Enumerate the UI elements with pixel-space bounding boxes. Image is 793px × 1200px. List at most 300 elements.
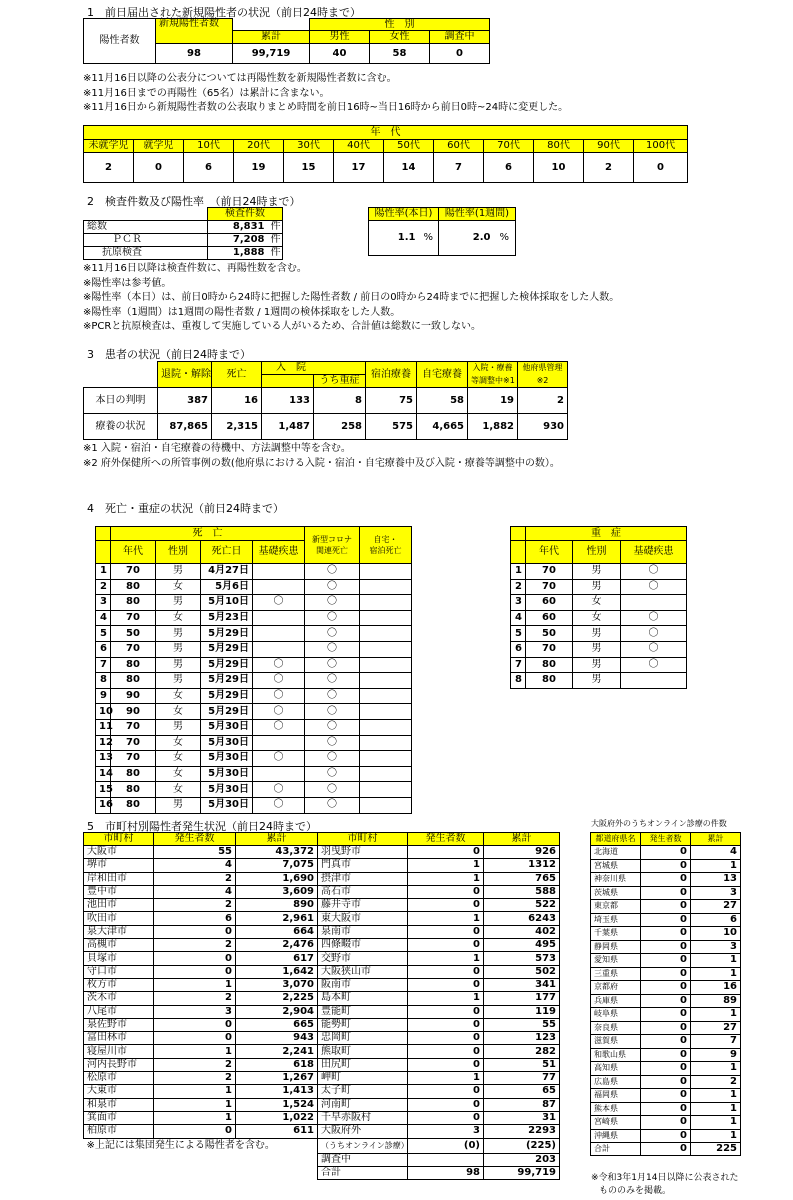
pref-cum: 4	[691, 846, 741, 860]
death-date: 5月30日	[201, 797, 253, 813]
city-new: 0	[408, 925, 484, 938]
row-number: 10	[96, 704, 111, 720]
death-sex: 男	[156, 673, 201, 689]
city-cum: 177	[484, 992, 560, 1005]
severe-table	[510, 526, 687, 689]
death-age: 70	[111, 641, 156, 657]
death-date: 4月27日	[201, 564, 253, 580]
row-number: 13	[96, 751, 111, 767]
city-cum: 3,609	[236, 885, 318, 898]
new-header: 発生者数	[408, 833, 484, 846]
city-new: 0	[154, 1018, 236, 1031]
city-name: 熊取町	[318, 1045, 408, 1058]
table-row	[591, 1048, 741, 1062]
city-cum: 119	[484, 1005, 560, 1018]
note-line: ※11月16日以降は検査件数に、再陽性数を含む。	[83, 263, 307, 274]
death-home	[360, 564, 412, 580]
death-age: 90	[111, 704, 156, 720]
section1-title: 1 前日届出された新規陽性者の状況（前日24時まで）	[87, 6, 361, 19]
death-date: 5月10日	[201, 595, 253, 611]
death-home	[360, 719, 412, 735]
city-cum: 618	[236, 1058, 318, 1071]
table-row	[96, 719, 412, 735]
city-new: 2	[154, 899, 236, 912]
table-row	[591, 954, 741, 968]
pref-cum: 1	[691, 1102, 741, 1116]
row-number: 4	[511, 610, 526, 626]
home-header: 自宅療養	[417, 362, 468, 388]
city-new: 0	[154, 965, 236, 978]
city-cum: 31	[484, 1111, 560, 1124]
city-cum: 502	[484, 965, 560, 978]
table-row	[591, 981, 741, 995]
pref-name: 滋賀県	[591, 1035, 641, 1049]
pref-new: 0	[641, 1048, 691, 1062]
pref-cum: 7	[691, 1035, 741, 1049]
death-age: 70	[111, 735, 156, 751]
pref-name: 高知県	[591, 1062, 641, 1076]
table-row	[96, 595, 412, 611]
city-new: 1	[154, 1111, 236, 1124]
city-cum: 2,904	[236, 1005, 318, 1018]
city-name: 守口市	[84, 965, 154, 978]
pref-cum: 1	[691, 1116, 741, 1130]
age-value: 0	[634, 153, 688, 183]
city-cum: 55	[484, 1018, 560, 1031]
city-name: 富田林市	[84, 1032, 154, 1045]
city-cum: 2,476	[236, 939, 318, 952]
row-number: 9	[96, 688, 111, 704]
section4-title: 4 死亡・重症の状況（前日24時まで）	[87, 502, 284, 515]
hotel-header: 宿泊療養	[366, 362, 417, 388]
pref-cum: 89	[691, 994, 741, 1008]
test-total-label: 総数	[84, 221, 208, 234]
death-covid-related: 〇	[305, 735, 360, 751]
city-new: 0	[408, 1111, 484, 1124]
city-new: 4	[154, 859, 236, 872]
age-label: 30代	[284, 140, 334, 153]
city-name: 河内長野市	[84, 1058, 154, 1071]
table-row	[96, 673, 412, 689]
note-line: ※令和3年1月14日以降に公表された	[591, 1173, 739, 1183]
death-age: 50	[111, 626, 156, 642]
severe-title: 重 症	[526, 527, 687, 541]
death-age: 80	[111, 782, 156, 798]
city-cum: 2293	[484, 1125, 560, 1138]
total-value: 2,315	[212, 414, 262, 440]
death-underlying: 〇	[253, 751, 305, 767]
death-covid-related: 〇	[305, 564, 360, 580]
city-name: 堺市	[84, 859, 154, 872]
death-sex: 男	[156, 797, 201, 813]
death-sex: 女	[156, 704, 201, 720]
table-row	[84, 1005, 560, 1018]
severe-age: 70	[526, 564, 573, 580]
table-row	[511, 579, 687, 595]
table-row	[84, 912, 560, 925]
note-line: ※11月16日から新規陽性者数の公表取りまとめ時間を前日16時~当日16時から前日0時~24時に変更した。	[83, 102, 569, 114]
test-antigen-label: 抗原検査	[84, 247, 208, 260]
table-row	[591, 1075, 741, 1089]
row-number: 7	[511, 657, 526, 673]
death-sex: 女	[156, 782, 201, 798]
death-covid-related: 〇	[305, 579, 360, 595]
pref-new: 0	[641, 886, 691, 900]
death-date: 5月30日	[201, 719, 253, 735]
city-cum: 522	[484, 899, 560, 912]
city-new: 1	[408, 992, 484, 1005]
death-sex: 男	[156, 657, 201, 673]
age-label: 100代	[634, 140, 688, 153]
city-name: 和泉市	[84, 1098, 154, 1111]
city-new: 2	[154, 1058, 236, 1071]
death-date: 5月29日	[201, 688, 253, 704]
death-underlying	[253, 641, 305, 657]
section3-notes	[83, 442, 560, 471]
pref-name: 宮城県	[591, 859, 641, 873]
total-value: 930	[518, 414, 568, 440]
male-value: 40	[310, 44, 370, 64]
table-row	[84, 925, 560, 938]
city-cum: 1,022	[236, 1111, 318, 1124]
pref-table-title: 大阪府外のうちオンライン診療の件数	[591, 819, 727, 828]
home-death-header	[360, 527, 412, 564]
death-age: 90	[111, 688, 156, 704]
severe-sex: 男	[573, 673, 621, 689]
today-label: 本日の判明	[84, 388, 158, 414]
pref-new: 0	[641, 859, 691, 873]
city-cum: 1,267	[236, 1072, 318, 1085]
table-row	[84, 859, 560, 872]
today-value: 75	[366, 388, 417, 414]
death-sex: 男	[156, 595, 201, 611]
table-row	[84, 978, 560, 991]
death-age: 80	[111, 595, 156, 611]
today-value: 58	[417, 388, 468, 414]
severe-age: 80	[526, 673, 573, 689]
pref-new: 0	[641, 1102, 691, 1116]
death-underlying: 〇	[253, 782, 305, 798]
severe-age: 70	[526, 641, 573, 657]
city-new: 0	[154, 1032, 236, 1045]
today-value: 2	[518, 388, 568, 414]
city-new: 0	[408, 1032, 484, 1045]
pref-new: 0	[641, 846, 691, 860]
today-value: 8	[314, 388, 366, 414]
death-covid-related: 〇	[305, 595, 360, 611]
table-row	[511, 626, 687, 642]
note-line: ※11月16日までの再陽性（65名）は累計に含まない。	[83, 87, 330, 99]
pref-sum-new: 0	[641, 1143, 691, 1156]
city-name: 岬町	[318, 1072, 408, 1085]
row-number: 7	[96, 657, 111, 673]
severe-header: うち重症	[314, 375, 366, 388]
city-cum: 65	[484, 1085, 560, 1098]
table-row	[84, 992, 560, 1005]
online-cum: (225)	[484, 1138, 560, 1153]
city-cum: 926	[484, 846, 560, 859]
city-name: 四條畷市	[318, 939, 408, 952]
death-covid-related: 〇	[305, 673, 360, 689]
test-count-table	[83, 207, 283, 260]
city-cum: 402	[484, 925, 560, 938]
severe-age: 70	[526, 579, 573, 595]
table-row	[96, 751, 412, 767]
city-name: 阪南市	[318, 978, 408, 991]
death-home	[360, 704, 412, 720]
age-label: 60代	[434, 140, 484, 153]
pref-cum: 3	[691, 886, 741, 900]
row-number: 5	[96, 626, 111, 642]
city-cum: 43,372	[236, 846, 318, 859]
test-pcr-value: 7,208	[208, 234, 268, 247]
city-cum: 1,642	[236, 965, 318, 978]
pref-new: 0	[641, 1062, 691, 1076]
covid-related-header	[305, 527, 360, 564]
total-value: 1,487	[262, 414, 314, 440]
city-cum: 588	[484, 885, 560, 898]
row-number: 12	[96, 735, 111, 751]
city-name: 島本町	[318, 992, 408, 1005]
death-home	[360, 688, 412, 704]
pref-name: 京都府	[591, 981, 641, 995]
age-value: 0	[134, 153, 184, 183]
death-covid-related: 〇	[305, 641, 360, 657]
table-row	[511, 673, 687, 689]
pref-sum-cum: 225	[691, 1143, 741, 1156]
unit: 件	[268, 221, 283, 234]
city-new: 0	[408, 885, 484, 898]
city-name: 大阪狭山市	[318, 965, 408, 978]
survey-cum: 203	[484, 1153, 560, 1166]
note-line: ※11月16日以降の公表分については再陽性数を新規陽性者数に含む。	[83, 73, 397, 84]
today-value: 16	[212, 388, 262, 414]
city-cum: 6243	[484, 912, 560, 925]
table-row	[96, 579, 412, 595]
city-new: 0	[408, 1085, 484, 1098]
city-name: 大阪市	[84, 846, 154, 859]
table-row	[96, 735, 412, 751]
death-age: 80	[111, 766, 156, 782]
pref-name: 三重県	[591, 967, 641, 981]
unknown-header: 調査中	[430, 31, 490, 44]
city-name: 豊能町	[318, 1005, 408, 1018]
city-new: 1	[408, 859, 484, 872]
severe-sex: 女	[573, 610, 621, 626]
severe-underlying: 〇	[621, 657, 687, 673]
other-pref-header-note: ※2	[518, 375, 568, 388]
city-new: 0	[408, 1058, 484, 1071]
city-name: 田尻町	[318, 1058, 408, 1071]
table-row	[96, 610, 412, 626]
severe-underlying	[621, 673, 687, 689]
city-cum: 7,075	[236, 859, 318, 872]
table-row	[591, 1008, 741, 1022]
death-underlying: 〇	[253, 719, 305, 735]
city-name: 箕面市	[84, 1111, 154, 1124]
death-home	[360, 657, 412, 673]
row-number: 15	[96, 782, 111, 798]
death-sex: 男	[156, 564, 201, 580]
death-underlying: 〇	[253, 673, 305, 689]
city-cum: 1,690	[236, 872, 318, 885]
death-date: 5月29日	[201, 673, 253, 689]
city-cum: 1312	[484, 859, 560, 872]
table-row	[84, 1072, 560, 1085]
table-row	[591, 900, 741, 914]
city-cum: 765	[484, 872, 560, 885]
death-sex: 女	[156, 610, 201, 626]
death-title: 死 亡	[111, 527, 305, 541]
pref-name: 広島県	[591, 1075, 641, 1089]
underlying-header: 基礎疾患	[253, 541, 305, 564]
pref-new: 0	[641, 927, 691, 941]
death-underlying	[253, 564, 305, 580]
city-name: 忠岡町	[318, 1032, 408, 1045]
discharge-header: 退院・解除	[158, 362, 212, 388]
pref-new: 0	[641, 913, 691, 927]
cum-header: 累計	[484, 833, 560, 846]
age-label: 10代	[184, 140, 234, 153]
death-home	[360, 626, 412, 642]
row-number: 6	[96, 641, 111, 657]
city-name: 羽曳野市	[318, 846, 408, 859]
death-underlying: 〇	[253, 595, 305, 611]
table-row	[84, 965, 560, 978]
pref-new: 0	[641, 954, 691, 968]
table-row	[96, 564, 412, 580]
age-value: 6	[184, 153, 234, 183]
age-header: 年代	[111, 541, 156, 564]
section5-title: 5 市町村別陽性者発生状況（前日24時まで）	[87, 820, 317, 833]
severe-underlying: 〇	[621, 626, 687, 642]
death-sex: 女	[156, 579, 201, 595]
age-value: 2	[84, 153, 134, 183]
prefecture-online-table	[590, 832, 741, 1156]
new-positive-header: 新規陽性者数	[156, 19, 233, 44]
pref-cum: 1	[691, 1089, 741, 1103]
table-row	[591, 1116, 741, 1130]
survey-new	[408, 1153, 484, 1166]
table-row	[591, 927, 741, 941]
online-new: (0)	[408, 1138, 484, 1153]
age-value: 19	[234, 153, 284, 183]
city-header: 市町村	[84, 833, 154, 846]
death-age: 80	[111, 673, 156, 689]
pref-name: 北海道	[591, 846, 641, 860]
city-cum: 665	[236, 1018, 318, 1031]
pref-name: 静岡県	[591, 940, 641, 954]
header-text: 関連死亡	[316, 546, 348, 555]
severe-sex: 男	[573, 626, 621, 642]
city-name: 東大阪市	[318, 912, 408, 925]
table-row	[96, 782, 412, 798]
test-total-value: 8,831	[208, 221, 268, 234]
pref-cum: 1	[691, 1129, 741, 1143]
note-line: もののみを掲載。	[599, 1186, 672, 1196]
pref-name: 沖縄県	[591, 1129, 641, 1143]
section3-title: 3 患者の状況（前日24時まで）	[87, 348, 251, 361]
death-covid-related: 〇	[305, 626, 360, 642]
severe-sex-header: 性別	[573, 541, 621, 564]
death-covid-related: 〇	[305, 797, 360, 813]
pref-header: 都道府県名	[591, 833, 641, 846]
death-home	[360, 641, 412, 657]
table-row	[591, 994, 741, 1008]
row-number: 8	[511, 673, 526, 689]
age-label: 90代	[584, 140, 634, 153]
city-new: 1	[154, 1045, 236, 1058]
note-line: ※PCRと抗原検査は、重複して実施している人がいるため、合計値は総数に一致しない。	[83, 321, 481, 333]
pref-cum: 1	[691, 967, 741, 981]
pref-cum: 1	[691, 954, 741, 968]
pref-cum: 16	[691, 981, 741, 995]
severe-age-header: 年代	[526, 541, 573, 564]
row-number: 1	[96, 564, 111, 580]
table-row	[591, 859, 741, 873]
age-title: 年 代	[84, 126, 688, 140]
city-new: 3	[154, 1005, 236, 1018]
city-new: 0	[408, 1018, 484, 1031]
city-name: 松原市	[84, 1072, 154, 1085]
pref-new: 0	[641, 981, 691, 995]
death-underlying	[253, 735, 305, 751]
city-new: 1	[154, 978, 236, 991]
death-underlying: 〇	[253, 657, 305, 673]
death-sex: 女	[156, 766, 201, 782]
pref-cum: 3	[691, 940, 741, 954]
city-cum: 341	[484, 978, 560, 991]
city-cum: 664	[236, 925, 318, 938]
city-cum: 943	[236, 1032, 318, 1045]
section1-notes	[83, 72, 568, 116]
pref-new: 0	[641, 1129, 691, 1143]
city-cum: 51	[484, 1058, 560, 1071]
row-number: 8	[96, 673, 111, 689]
unit: 件	[268, 234, 283, 247]
section2-title: 2 検査件数及び陽性率 （前日24時まで）	[87, 195, 301, 208]
table-row	[84, 899, 560, 912]
table-row	[591, 1089, 741, 1103]
city-new: 2	[154, 1072, 236, 1085]
age-value: 10	[534, 153, 584, 183]
city-cum: 617	[236, 952, 318, 965]
pref-new: 0	[641, 1021, 691, 1035]
city-new: 3	[408, 1125, 484, 1138]
rate-day-value: 1.1	[369, 221, 419, 256]
city-new: 0	[408, 939, 484, 952]
table-row	[591, 1021, 741, 1035]
city-cum: 495	[484, 939, 560, 952]
sum-new: 98	[408, 1166, 484, 1179]
city-cum: 890	[236, 899, 318, 912]
row-number: 2	[96, 579, 111, 595]
pref-new: 0	[641, 1089, 691, 1103]
city-name: 高槻市	[84, 939, 154, 952]
death-home	[360, 673, 412, 689]
pref-name: 岐阜県	[591, 1008, 641, 1022]
city-cum: 2,225	[236, 992, 318, 1005]
death-age: 80	[111, 797, 156, 813]
city-cum: 87	[484, 1098, 560, 1111]
age-label: 50代	[384, 140, 434, 153]
total-value: 4,665	[417, 414, 468, 440]
note-line: ※上記には集団発生による陽性者を含む。	[86, 1139, 275, 1151]
total-label: 療養の状況	[84, 414, 158, 440]
city-name: 泉南市	[318, 925, 408, 938]
severe-sex: 男	[573, 657, 621, 673]
severe-underlying: 〇	[621, 610, 687, 626]
